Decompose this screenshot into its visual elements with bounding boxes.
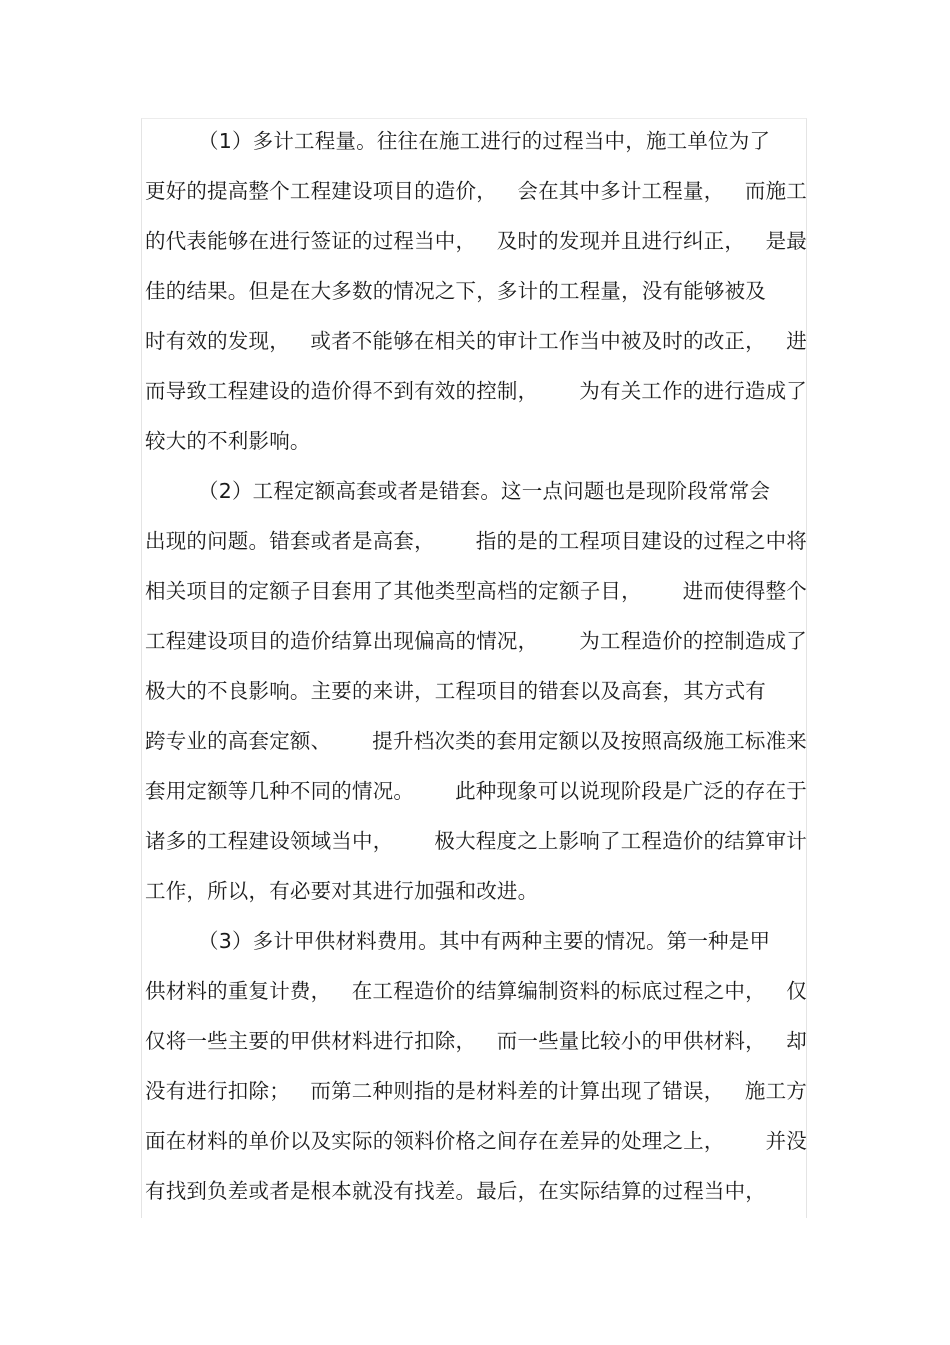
- text-segment: 跨专业的高套定额、: [145, 729, 332, 753]
- text-segment: 时有效的发现，: [145, 329, 290, 353]
- text-segment: 工作，所以，有必要对其进行加强和改进。: [145, 879, 539, 903]
- text-segment: 的代表能够在进行签证的过程当中，: [145, 229, 477, 253]
- text-segment: 而一些量比较小的甲供材料，: [496, 1029, 766, 1053]
- text-segment: 及时的发现并且进行纠正，: [496, 229, 746, 253]
- text-segment: （1）多计工程量。往往在施工进行的过程当中，施工单位为了: [198, 129, 771, 153]
- text-segment: 进而使得整个: [682, 579, 807, 603]
- text-segment: 供材料的重复计费，: [145, 979, 332, 1003]
- text-segment: 为工程造价的控制造成了: [579, 629, 807, 653]
- text-segment: （3）多计甲供材料费用。其中有两种主要的情况。第一种是甲: [198, 929, 771, 953]
- text-line: [145, 624, 807, 658]
- text-segment: （2）工程定额高套或者是错套。这一点问题也是现阶段常常会: [198, 479, 771, 503]
- text-line: [145, 1174, 807, 1208]
- text-segment: 在工程造价的结算编制资料的标底过程之中，: [351, 979, 766, 1003]
- text-line: [145, 874, 807, 908]
- text-line: [145, 424, 807, 458]
- text-line: [145, 1024, 807, 1058]
- text-line: [145, 374, 807, 408]
- text-segment: 进: [786, 329, 807, 353]
- text-segment: 出现的问题。错套或者是高套，: [145, 529, 435, 553]
- text-segment: 没有进行扣除；: [145, 1079, 290, 1103]
- text-line: [145, 724, 807, 758]
- text-segment: 套用定额等几种不同的情况。: [145, 779, 415, 803]
- text-segment: 提升档次类的套用定额以及按照高级施工标准来: [372, 729, 807, 753]
- text-segment: 佳的结果。但是在大多数的情况之下，多计的工程量，没有能够被及: [145, 279, 766, 303]
- text-segment: 诸多的工程建设领域当中，: [145, 829, 394, 853]
- text-line: [145, 574, 807, 608]
- text-line: [145, 824, 807, 858]
- text-segment: 仅将一些主要的甲供材料进行扣除，: [145, 1029, 477, 1053]
- text-line: [145, 1124, 807, 1158]
- text-segment: 为有关工作的进行造成了: [579, 379, 807, 403]
- text-segment: 面在材料的单价以及实际的领料价格之间存在差异的处理之上，: [145, 1129, 725, 1153]
- text-line: [198, 474, 807, 508]
- text-segment: 较大的不利影响。: [145, 429, 311, 453]
- text-segment: 却: [786, 1029, 807, 1053]
- text-line: [145, 324, 807, 358]
- text-segment: 工程建设项目的造价结算出现偏高的情况，: [145, 629, 539, 653]
- text-line: [145, 1074, 807, 1108]
- text-segment: 而第二种则指的是材料差的计算出现了错误，: [310, 1079, 725, 1103]
- text-line: [145, 224, 807, 258]
- text-segment: 极大程度之上影响了工程造价的结算审计: [434, 829, 807, 853]
- text-segment: 施工方: [744, 1079, 807, 1103]
- text-line: [145, 974, 807, 1008]
- text-segment: 有找到负差或者是根本就没有找差。最后，在实际结算的过程当中，: [145, 1179, 766, 1203]
- text-line: [145, 524, 807, 558]
- text-segment: 仅: [786, 979, 807, 1003]
- text-segment: 此种现象可以说现阶段是广泛的存在于: [455, 779, 807, 803]
- text-segment: 相关项目的定额子目套用了其他类型高档的定额子目，: [145, 579, 642, 603]
- text-segment: 极大的不良影响。主要的来讲，工程项目的错套以及高套，其方式有: [145, 679, 766, 703]
- text-line: [145, 174, 807, 208]
- text-line: [198, 124, 807, 158]
- text-segment: 会在其中多计工程量，: [517, 179, 725, 203]
- text-segment: 而导致工程建设的造价得不到有效的控制，: [145, 379, 539, 403]
- text-line: [145, 274, 807, 308]
- text-segment: 而施工: [744, 179, 807, 203]
- text-segment: 或者不能够在相关的审计工作当中被及时的改正，: [310, 329, 766, 353]
- text-line: [145, 674, 807, 708]
- text-segment: 更好的提高整个工程建设项目的造价，: [145, 179, 497, 203]
- text-line: [145, 774, 807, 808]
- text-line: [198, 924, 807, 958]
- text-segment: 并没: [765, 1129, 807, 1153]
- text-segment: 指的是的工程项目建设的过程之中将: [475, 529, 807, 553]
- text-segment: 是最: [765, 229, 807, 253]
